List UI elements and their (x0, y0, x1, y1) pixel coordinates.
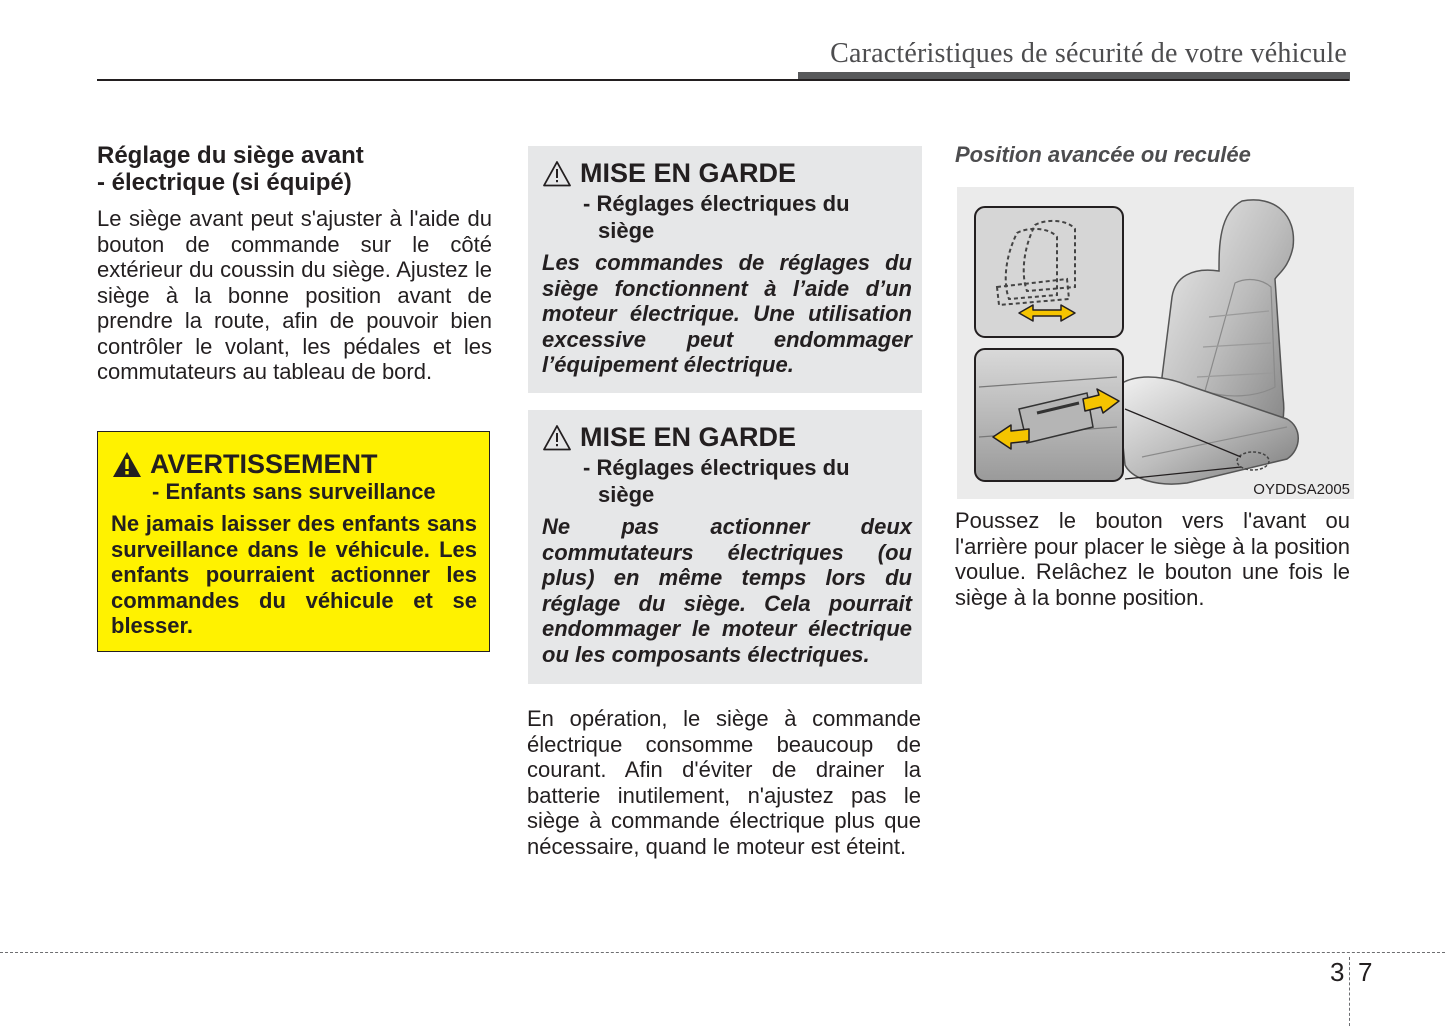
section-title-line1: Réglage du siège avant (97, 142, 364, 169)
caution-heading (542, 158, 796, 189)
caution-body: Ne pas actionner deux commutateurs électriques (ou plus) en même temps lors du réglage du siège. Cela pourrait endommager le moteur électrique ou les composants électriques. (542, 514, 912, 667)
seat-illustration (957, 187, 1354, 499)
caution-subtitle (583, 454, 903, 508)
warning-subtitle: - Enfants sans surveillance (152, 479, 436, 504)
warning-body: Ne jamais laisser des enfants sans surveillance dans le véhicule. Les enfants pourraient actionner les commandes du véhicule et se blesser. (111, 511, 477, 638)
chapter-number: 3 (1330, 957, 1345, 987)
right-column (955, 142, 1350, 168)
caution-body: Les commandes de réglages du siège fonctionnent à l’aide d’un moteur électrique. Une utilisation excessive peut endommager l’équipement électrique. (542, 250, 912, 377)
figure-caption: Position avancée ou reculée (955, 142, 1251, 167)
caution-triangle-icon (542, 160, 572, 187)
caution-box-1 (528, 146, 922, 393)
caution-heading (542, 422, 796, 453)
caution-subtitle-line2: siège (598, 482, 655, 507)
caution-box-2 (528, 410, 922, 684)
caution-title: MISE EN GARDE (580, 422, 797, 452)
page-number-divider (1349, 957, 1350, 1026)
footer-dashed-rule (0, 952, 1445, 953)
page-number: 7 (1358, 957, 1373, 987)
left-column (97, 142, 492, 385)
warning-title: AVERTISSEMENT (150, 449, 378, 479)
caution-title: MISE EN GARDE (580, 158, 797, 188)
middle-text-block (527, 706, 921, 859)
right-text-block (955, 508, 1350, 610)
section-title (97, 142, 492, 196)
running-header-title: Caractéristiques de sécurité de votre véhicule (830, 38, 1347, 69)
warning-triangle-icon (112, 451, 142, 478)
seat-diagram (957, 187, 1354, 499)
intro-paragraph: Le siège avant peut s'ajuster à l'aide du bouton de commande sur le côté extérieur du coussin du siège. Ajustez le siège à la bonne position avant de prendre la route, afin de pouvoir bien contrôler le volant, les pédales et les commutateurs au tableau de bord. (97, 206, 492, 384)
power-consumption-paragraph: En opération, le siège à commande électrique consomme beaucoup de courant. Afin d'éviter de drainer la batterie inutilement, n'ajustez pas le siège à commande électrique plus que nécessaire, quand le moteur est éteint. (527, 706, 921, 859)
caution-subtitle-line1: - Réglages électriques du (583, 191, 850, 216)
caution-triangle-icon (542, 424, 572, 451)
adjustment-paragraph: Poussez le bouton vers l'avant ou l'arrière pour placer le siège à la position voulue. Relâchez le bouton une fois le siège à la bonne position. (955, 508, 1350, 610)
warning-heading (112, 449, 378, 480)
figure-code: OYDDSA2005 (1253, 481, 1350, 498)
caution-subtitle-line1: - Réglages électriques du (583, 455, 850, 480)
caution-subtitle (583, 190, 903, 244)
caution-subtitle-line2: siège (598, 218, 655, 243)
warning-box (97, 431, 490, 652)
section-title-line2: - électrique (si équipé) (97, 169, 352, 196)
header-rule (97, 79, 1349, 81)
